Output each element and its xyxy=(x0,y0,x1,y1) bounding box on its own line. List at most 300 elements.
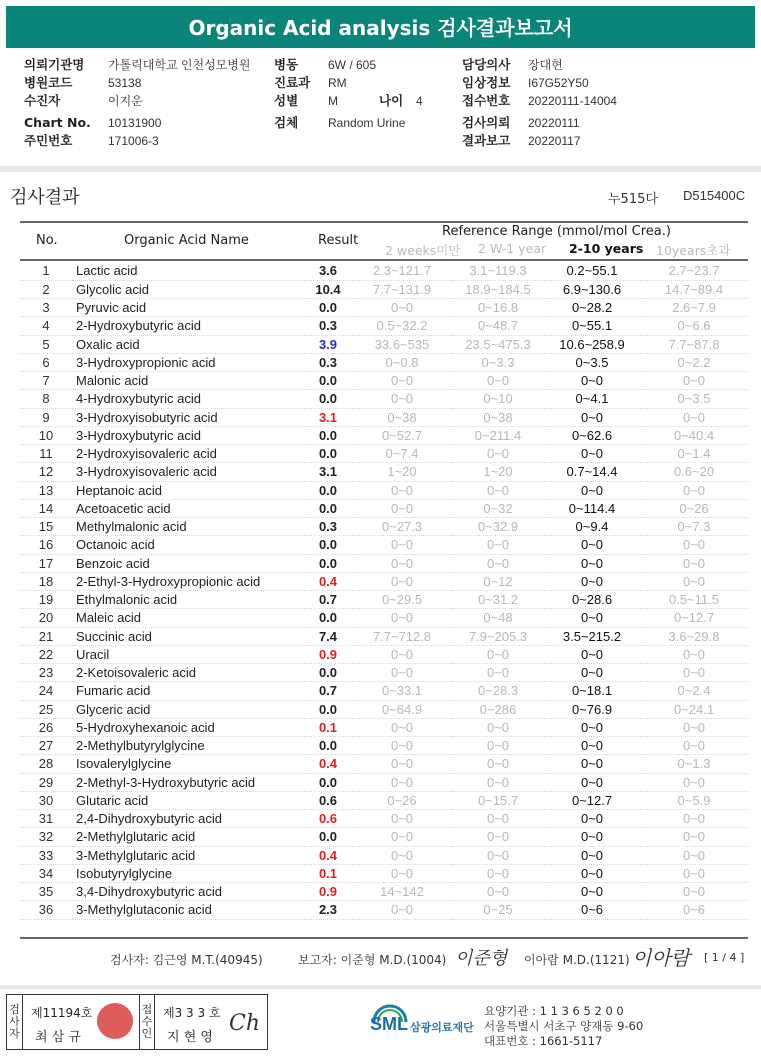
row-number: 15 xyxy=(20,518,72,536)
result-value: 0.0 xyxy=(304,700,352,718)
section-title: 검사결과 xyxy=(10,187,80,208)
range-over-10y: 2.6~7.9 xyxy=(640,299,748,317)
range-2w-1y: 0~16.8 xyxy=(452,299,544,317)
row-number: 16 xyxy=(20,536,72,554)
range-under-2-weeks: 0~0 xyxy=(352,864,452,882)
acid-name: Uracil xyxy=(72,645,304,663)
result-value: 3.1 xyxy=(304,408,352,426)
table-row xyxy=(20,627,748,645)
range-over-10y: 0~0 xyxy=(640,737,748,755)
acid-name: Isovalerylglycine xyxy=(72,755,304,773)
result-value: 0.6 xyxy=(304,791,352,809)
range-under-2-weeks: 0~33.1 xyxy=(352,682,452,700)
result-value: 2.3 xyxy=(304,901,352,919)
info-label: 검사의뢰 xyxy=(462,115,511,130)
range-over-10y: 0.5~11.5 xyxy=(640,591,748,609)
row-number: 20 xyxy=(20,609,72,627)
range-under-2-weeks: 0~0 xyxy=(352,536,452,554)
range-2w-1y: 0~0 xyxy=(452,773,544,791)
info-label: 성별 xyxy=(274,93,299,108)
range-2-10y: 0~0 xyxy=(544,609,640,627)
info-value: 20220111 xyxy=(528,116,580,130)
range-2-10y: 0~0 xyxy=(544,408,640,426)
row-number: 2 xyxy=(20,280,72,298)
range-2w-1y: 18.9~184.5 xyxy=(452,280,544,298)
table-row xyxy=(20,846,748,864)
info-label: Chart No. xyxy=(24,115,91,130)
range-2-10y: 0~6 xyxy=(544,901,640,919)
stamp-vert-label-2: 접수인 xyxy=(139,995,155,1049)
acid-name: 4-Hydroxybutyric acid xyxy=(72,390,304,408)
row-number: 30 xyxy=(20,791,72,809)
range-2w-1y: 0~0 xyxy=(452,755,544,773)
table-row xyxy=(20,572,748,590)
result-value: 0.6 xyxy=(304,810,352,828)
range-under-2-weeks: 0~64.9 xyxy=(352,700,452,718)
row-number: 24 xyxy=(20,682,72,700)
range-2w-1y: 7.9~205.3 xyxy=(452,627,544,645)
header-range-4: 10years초과 xyxy=(656,243,731,258)
stamp-no-2: 제3 3 3 호 xyxy=(163,1006,221,1020)
table-row xyxy=(20,609,748,627)
range-2w-1y: 23.5~475.3 xyxy=(452,335,544,353)
acid-name: Pyruvic acid xyxy=(72,299,304,317)
range-under-2-weeks: 0~0 xyxy=(352,846,452,864)
range-over-10y: 0~0 xyxy=(640,572,748,590)
table-row xyxy=(20,372,748,390)
range-over-10y: 0~0 xyxy=(640,372,748,390)
range-2w-1y: 0~0 xyxy=(452,810,544,828)
range-under-2-weeks: 0~0 xyxy=(352,372,452,390)
acid-name: Glycolic acid xyxy=(72,280,304,298)
acid-name: 2-Methylglutaric acid xyxy=(72,828,304,846)
row-number: 9 xyxy=(20,408,72,426)
row-number: 1 xyxy=(20,262,72,280)
table-row xyxy=(20,518,748,536)
result-value: 0.0 xyxy=(304,773,352,791)
result-value: 0.0 xyxy=(304,554,352,572)
range-over-10y: 0~5.9 xyxy=(640,791,748,809)
acid-name: 2-Methyl-3-Hydroxybutyric acid xyxy=(72,773,304,791)
table-row xyxy=(20,737,748,755)
stamp-box xyxy=(6,994,268,1050)
table-row xyxy=(20,700,748,718)
age-value: 4 xyxy=(416,94,423,108)
acid-name: 3-Methylglutaric acid xyxy=(72,846,304,864)
range-over-10y: 0~2.4 xyxy=(640,682,748,700)
range-over-10y: 0~0 xyxy=(640,846,748,864)
range-under-2-weeks: 0~0 xyxy=(352,645,452,663)
acid-name: Heptanoic acid xyxy=(72,481,304,499)
result-value: 3.1 xyxy=(304,463,352,481)
result-value: 0.7 xyxy=(304,591,352,609)
result-value: 0.4 xyxy=(304,846,352,864)
range-2w-1y: 0~3.3 xyxy=(452,353,544,371)
acid-name: 2-Hydroxybutyric acid xyxy=(72,317,304,335)
result-value: 0.1 xyxy=(304,718,352,736)
table-row xyxy=(20,664,748,682)
report-title: Organic Acid analysis 검사결과보고서 xyxy=(6,6,755,48)
acid-name: Succinic acid xyxy=(72,627,304,645)
row-number: 33 xyxy=(20,846,72,864)
range-2-10y: 0~3.5 xyxy=(544,353,640,371)
result-value: 0.0 xyxy=(304,481,352,499)
range-2-10y: 0~0 xyxy=(544,572,640,590)
row-number: 23 xyxy=(20,664,72,682)
table-bottom-rule xyxy=(20,937,748,939)
range-under-2-weeks: 0~0.8 xyxy=(352,353,452,371)
row-number: 22 xyxy=(20,645,72,663)
range-2w-1y: 0~0 xyxy=(452,645,544,663)
table-row xyxy=(20,828,748,846)
range-under-2-weeks: 0~0 xyxy=(352,664,452,682)
range-2-10y: 0~0 xyxy=(544,445,640,463)
range-2-10y: 0~0 xyxy=(544,372,640,390)
info-value: 가톨릭대학교 인천성모병원 xyxy=(108,58,251,72)
range-under-2-weeks: 0~29.5 xyxy=(352,591,452,609)
range-2-10y: 0~0 xyxy=(544,481,640,499)
org-line-2: 서울특별시 서초구 양재동 9-60 xyxy=(484,1019,644,1033)
range-2-10y: 6.9~130.6 xyxy=(544,280,640,298)
result-value: 0.0 xyxy=(304,737,352,755)
range-2-10y: 0~76.9 xyxy=(544,700,640,718)
table-row xyxy=(20,791,748,809)
result-value: 7.4 xyxy=(304,627,352,645)
org-name: 삼광의료재단 xyxy=(410,1021,474,1034)
result-value: 0.0 xyxy=(304,372,352,390)
range-2-10y: 0~4.1 xyxy=(544,390,640,408)
table-row xyxy=(20,864,748,882)
acid-name: 3-Hydroxyisobutyric acid xyxy=(72,408,304,426)
header-range-3: 2-10 years xyxy=(569,241,644,256)
range-2-10y: 0~0 xyxy=(544,846,640,864)
table-row xyxy=(20,299,748,317)
range-2w-1y: 0~0 xyxy=(452,664,544,682)
range-over-10y: 0~1.4 xyxy=(640,445,748,463)
divider-band xyxy=(0,166,761,172)
result-value: 0.0 xyxy=(304,390,352,408)
range-2w-1y: 0~48.7 xyxy=(452,317,544,335)
range-2w-1y: 0~15.7 xyxy=(452,791,544,809)
acid-name: Octanoic acid xyxy=(72,536,304,554)
range-2w-1y: 0~0 xyxy=(452,536,544,554)
result-value: 0.0 xyxy=(304,664,352,682)
result-value: 0.0 xyxy=(304,828,352,846)
age-label: 나이 xyxy=(379,93,404,108)
range-2-10y: 0.7~14.4 xyxy=(544,463,640,481)
table-row xyxy=(20,280,748,298)
range-2-10y: 0~28.2 xyxy=(544,299,640,317)
range-under-2-weeks: 2.3~121.7 xyxy=(352,262,452,280)
range-under-2-weeks: 0~0 xyxy=(352,810,452,828)
acid-name: Malonic acid xyxy=(72,372,304,390)
row-number: 13 xyxy=(20,481,72,499)
range-2-10y: 0~0 xyxy=(544,810,640,828)
range-under-2-weeks: 0~0 xyxy=(352,481,452,499)
doctor2-signature: 이아람 xyxy=(632,946,690,970)
range-2w-1y: 0~0 xyxy=(452,828,544,846)
range-2-10y: 0~114.4 xyxy=(544,499,640,517)
info-value: RM xyxy=(328,76,347,90)
result-value: 0.1 xyxy=(304,864,352,882)
range-2w-1y: 0~32.9 xyxy=(452,518,544,536)
header-range-1: 2 weeks미만 xyxy=(385,243,461,258)
range-2w-1y: 0~286 xyxy=(452,700,544,718)
result-value: 0.9 xyxy=(304,645,352,663)
range-under-2-weeks: 0~0 xyxy=(352,901,452,919)
info-label: 임상정보 xyxy=(462,75,511,90)
table-row xyxy=(20,645,748,663)
range-2-10y: 3.5~215.2 xyxy=(544,627,640,645)
range-2-10y: 0~0 xyxy=(544,554,640,572)
table-row xyxy=(20,773,748,791)
reporter-signature: 이준형 xyxy=(455,948,508,969)
result-value: 0.0 xyxy=(304,426,352,444)
range-2w-1y: 0~0 xyxy=(452,864,544,882)
acid-name: 3-Hydroxypropionic acid xyxy=(72,353,304,371)
info-value: 6W / 605 xyxy=(328,58,377,72)
info-label: 의뢰기관명 xyxy=(24,57,85,72)
range-2w-1y: 0~28.3 xyxy=(452,682,544,700)
info-value: 장대현 xyxy=(528,58,563,72)
range-2-10y: 0~0 xyxy=(544,536,640,554)
table-row xyxy=(20,554,748,572)
acid-name: Fumaric acid xyxy=(72,682,304,700)
range-2-10y: 0~0 xyxy=(544,773,640,791)
range-2w-1y: 0~10 xyxy=(452,390,544,408)
info-value: 171006-3 xyxy=(108,134,159,148)
info-label: 병동 xyxy=(274,57,299,72)
range-2w-1y: 0~0 xyxy=(452,445,544,463)
stamp-vert-label-1: 검사자 xyxy=(7,995,23,1049)
range-over-10y: 0~0 xyxy=(640,554,748,572)
range-over-10y: 0~0 xyxy=(640,883,748,901)
range-over-10y: 0~0 xyxy=(640,718,748,736)
row-number: 17 xyxy=(20,554,72,572)
row-number: 27 xyxy=(20,737,72,755)
acid-name: Acetoacetic acid xyxy=(72,499,304,517)
info-label: 진료과 xyxy=(274,75,311,90)
table-row xyxy=(20,682,748,700)
range-over-10y: 0~0 xyxy=(640,864,748,882)
info-value: 53138 xyxy=(108,76,142,90)
table-row xyxy=(20,390,748,408)
table-row xyxy=(20,718,748,736)
stamp-signature: Ch xyxy=(229,1011,261,1036)
row-number: 14 xyxy=(20,499,72,517)
acid-name: 3-Hydroxyisovaleric acid xyxy=(72,463,304,481)
acid-name: Glyceric acid xyxy=(72,700,304,718)
table-row xyxy=(20,755,748,773)
tester-label: 검사자: 김근영 M.T.(40945) xyxy=(110,953,263,967)
result-value: 0.0 xyxy=(304,299,352,317)
range-over-10y: 0~0 xyxy=(640,536,748,554)
table-row xyxy=(20,481,748,499)
row-number: 34 xyxy=(20,864,72,882)
range-over-10y: 0~3.5 xyxy=(640,390,748,408)
range-under-2-weeks: 0~0 xyxy=(352,755,452,773)
result-value: 0.0 xyxy=(304,609,352,627)
header-no: No. xyxy=(36,233,58,248)
result-value: 0.4 xyxy=(304,572,352,590)
range-over-10y: 2.7~23.7 xyxy=(640,262,748,280)
range-2w-1y: 0~32 xyxy=(452,499,544,517)
org-line-3: 대표번호 : 1661-5117 xyxy=(484,1034,603,1048)
row-number: 12 xyxy=(20,463,72,481)
acid-name: Maleic acid xyxy=(72,609,304,627)
range-under-2-weeks: 0~52.7 xyxy=(352,426,452,444)
range-2w-1y: 0~0 xyxy=(452,737,544,755)
range-over-10y: 0~26 xyxy=(640,499,748,517)
result-value: 0.7 xyxy=(304,682,352,700)
header-bottom-rule xyxy=(20,259,748,261)
range-under-2-weeks: 0.5~32.2 xyxy=(352,317,452,335)
table-row xyxy=(20,317,748,335)
range-2-10y: 0~0 xyxy=(544,883,640,901)
range-under-2-weeks: 0~0 xyxy=(352,718,452,736)
table-row xyxy=(20,591,748,609)
table-row xyxy=(20,335,748,353)
range-over-10y: 0~0 xyxy=(640,664,748,682)
row-number: 29 xyxy=(20,773,72,791)
range-2w-1y: 0~31.2 xyxy=(452,591,544,609)
result-value: 0.4 xyxy=(304,755,352,773)
row-number: 6 xyxy=(20,353,72,371)
range-under-2-weeks: 33.6~535 xyxy=(352,335,452,353)
acid-name: 3-Methylglutaconic acid xyxy=(72,901,304,919)
info-value: 20220111-14004 xyxy=(528,94,617,108)
result-value: 0.9 xyxy=(304,883,352,901)
range-2w-1y: 0~12 xyxy=(452,572,544,590)
range-under-2-weeks: 0~0 xyxy=(352,737,452,755)
row-number: 18 xyxy=(20,572,72,590)
acid-name: 2-Ketoisovaleric acid xyxy=(72,664,304,682)
info-value: I67G52Y50 xyxy=(528,76,589,90)
range-2w-1y: 0~0 xyxy=(452,481,544,499)
info-label: 병원코드 xyxy=(24,75,73,90)
result-value: 0.3 xyxy=(304,353,352,371)
info-value: 10131900 xyxy=(108,116,162,130)
range-2w-1y: 0~38 xyxy=(452,408,544,426)
range-over-10y: 0~7.3 xyxy=(640,518,748,536)
table-row xyxy=(20,426,748,444)
doctor2-label: 이아람 M.D.(1121) xyxy=(524,953,630,967)
row-number: 19 xyxy=(20,591,72,609)
row-number: 31 xyxy=(20,810,72,828)
range-under-2-weeks: 0~0 xyxy=(352,773,452,791)
range-2-10y: 0~0 xyxy=(544,737,640,755)
range-over-10y: 3.6~29.8 xyxy=(640,627,748,645)
header-result: Result xyxy=(318,233,359,248)
range-under-2-weeks: 0~0 xyxy=(352,499,452,517)
range-2w-1y: 0~48 xyxy=(452,609,544,627)
range-2-10y: 0~12.7 xyxy=(544,791,640,809)
info-label: 주민번호 xyxy=(24,133,73,148)
acid-name: 2-Ethyl-3-Hydroxypropionic acid xyxy=(72,572,304,590)
row-number: 35 xyxy=(20,883,72,901)
table-row xyxy=(20,445,748,463)
range-over-10y: 0.6~20 xyxy=(640,463,748,481)
range-2-10y: 0~62.6 xyxy=(544,426,640,444)
table-row xyxy=(20,810,748,828)
sml-logo-text: SML xyxy=(370,1014,408,1034)
range-over-10y: 0~1.3 xyxy=(640,755,748,773)
info-value: 이지운 xyxy=(108,94,143,108)
row-number: 21 xyxy=(20,627,72,645)
range-2w-1y: 1~20 xyxy=(452,463,544,481)
range-2w-1y: 0~0 xyxy=(452,846,544,864)
range-under-2-weeks: 0~26 xyxy=(352,791,452,809)
range-2-10y: 0~28.6 xyxy=(544,591,640,609)
acid-name: 2,4-Dihydroxybutyric acid xyxy=(72,810,304,828)
range-2w-1y: 0~0 xyxy=(452,554,544,572)
info-label: 검체 xyxy=(274,115,299,130)
stamp-no-1: 제11194호 xyxy=(31,1006,93,1020)
range-2-10y: 0~0 xyxy=(544,664,640,682)
row-number: 26 xyxy=(20,718,72,736)
acid-name: Lactic acid xyxy=(72,262,304,280)
range-2w-1y: 0~0 xyxy=(452,372,544,390)
row-number: 5 xyxy=(20,335,72,353)
header-range-2: 2 W-1 year xyxy=(478,241,547,256)
row-number: 10 xyxy=(20,426,72,444)
range-over-10y: 0~0 xyxy=(640,408,748,426)
row-number: 11 xyxy=(20,445,72,463)
range-over-10y: 14.7~89.4 xyxy=(640,280,748,298)
info-label: 담당의사 xyxy=(462,57,511,72)
result-value: 0.3 xyxy=(304,518,352,536)
stamp-name-1: 최 삼 규 xyxy=(35,1030,81,1045)
table-row xyxy=(20,883,748,901)
range-under-2-weeks: 0~0 xyxy=(352,299,452,317)
table-row xyxy=(20,353,748,371)
result-value: 0.0 xyxy=(304,536,352,554)
table-top-rule xyxy=(20,221,748,223)
range-over-10y: 0~12.7 xyxy=(640,609,748,627)
header-name: Organic Acid Name xyxy=(124,233,249,248)
range-2w-1y: 0~25 xyxy=(452,901,544,919)
info-label: 결과보고 xyxy=(462,133,511,148)
range-2-10y: 0~18.1 xyxy=(544,682,640,700)
row-number: 25 xyxy=(20,700,72,718)
range-over-10y: 0~40.4 xyxy=(640,426,748,444)
row-number: 3 xyxy=(20,299,72,317)
result-value: 10.4 xyxy=(304,280,352,298)
range-over-10y: 7.7~87.8 xyxy=(640,335,748,353)
result-value: 3.6 xyxy=(304,262,352,280)
row-number: 28 xyxy=(20,755,72,773)
table-row xyxy=(20,463,748,481)
reporter-label: 보고자: 이준형 M.D.(1004) xyxy=(298,953,447,967)
range-over-10y: 0~0 xyxy=(640,481,748,499)
table-row xyxy=(20,499,748,517)
acid-name: 2-Hydroxyisovaleric acid xyxy=(72,445,304,463)
result-value: 3.9 xyxy=(304,335,352,353)
info-value: Random Urine xyxy=(328,116,406,130)
row-number: 4 xyxy=(20,317,72,335)
result-value: 0.0 xyxy=(304,499,352,517)
info-value: 20220117 xyxy=(528,134,581,148)
info-label: 수진자 xyxy=(24,93,61,108)
range-under-2-weeks: 0~0 xyxy=(352,390,452,408)
range-2-10y: 0~0 xyxy=(544,755,640,773)
table-row xyxy=(20,536,748,554)
acid-name: 2-Methylbutyrylglycine xyxy=(72,737,304,755)
range-over-10y: 0~0 xyxy=(640,810,748,828)
acid-name: 5-Hydroxyhexanoic acid xyxy=(72,718,304,736)
acid-name: Benzoic acid xyxy=(72,554,304,572)
range-over-10y: 0~0 xyxy=(640,773,748,791)
